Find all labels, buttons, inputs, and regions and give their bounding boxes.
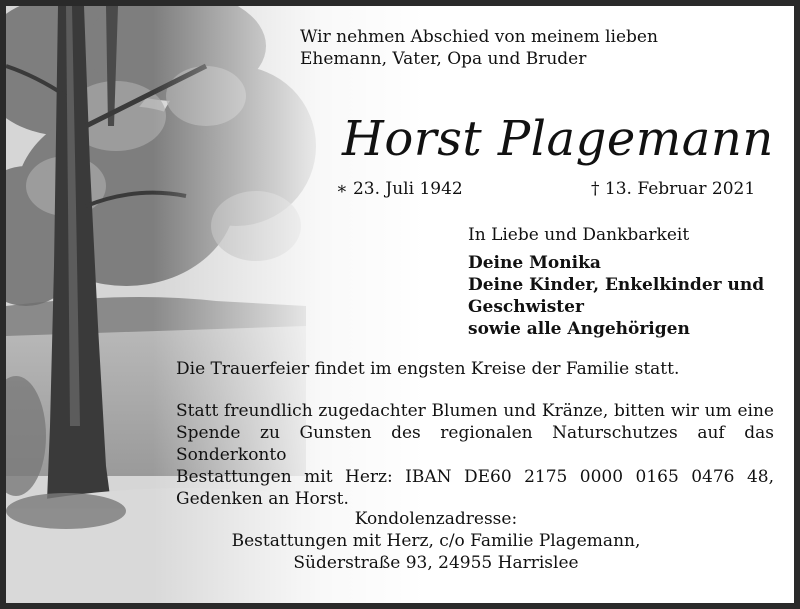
family-line: Deine Kinder, Enkelkinder und xyxy=(468,275,765,295)
deceased-name: Horst Plagemann xyxy=(342,111,774,167)
donation-text xyxy=(176,400,774,510)
donation-line: Bestattungen mit Herz: IBAN DE60 2175 0000 0165 0476 48, xyxy=(176,467,774,487)
condolence-line: Süderstraße 93, 24955 Harrislee xyxy=(293,553,579,573)
birth-date: ∗ 23. Juli 1942 xyxy=(336,179,463,199)
family-list xyxy=(468,252,764,340)
family-line: Deine Monika xyxy=(468,253,601,273)
intro-line: Wir nehmen Abschied von meinem lieben xyxy=(300,27,658,47)
condolence-line: Bestattungen mit Herz, c/o Familie Plagemann, xyxy=(231,531,641,551)
love-line: In Liebe und Dankbarkeit xyxy=(468,225,690,245)
family-line: sowie alle Angehörigen xyxy=(468,319,690,339)
family-line: Geschwister xyxy=(468,297,584,317)
donation-line: Spende zu Gunsten des regionalen Naturschutzes auf das Sonderkonto xyxy=(176,423,774,465)
intro-text xyxy=(300,26,658,70)
condolence-line: Kondolenzadresse: xyxy=(354,509,518,529)
donation-line: Statt freundlich zugedachter Blumen und Kränze, bitten wir um eine xyxy=(176,401,774,421)
intro-line: Ehemann, Vater, Opa und Bruder xyxy=(300,49,587,69)
donation-line: Gedenken an Horst. xyxy=(176,489,349,509)
condolence-address xyxy=(176,508,696,574)
ceremony-text: Die Trauerfeier findet im engsten Kreise der Familie statt. xyxy=(176,359,680,379)
death-date: † 13. Februar 2021 xyxy=(591,179,756,199)
